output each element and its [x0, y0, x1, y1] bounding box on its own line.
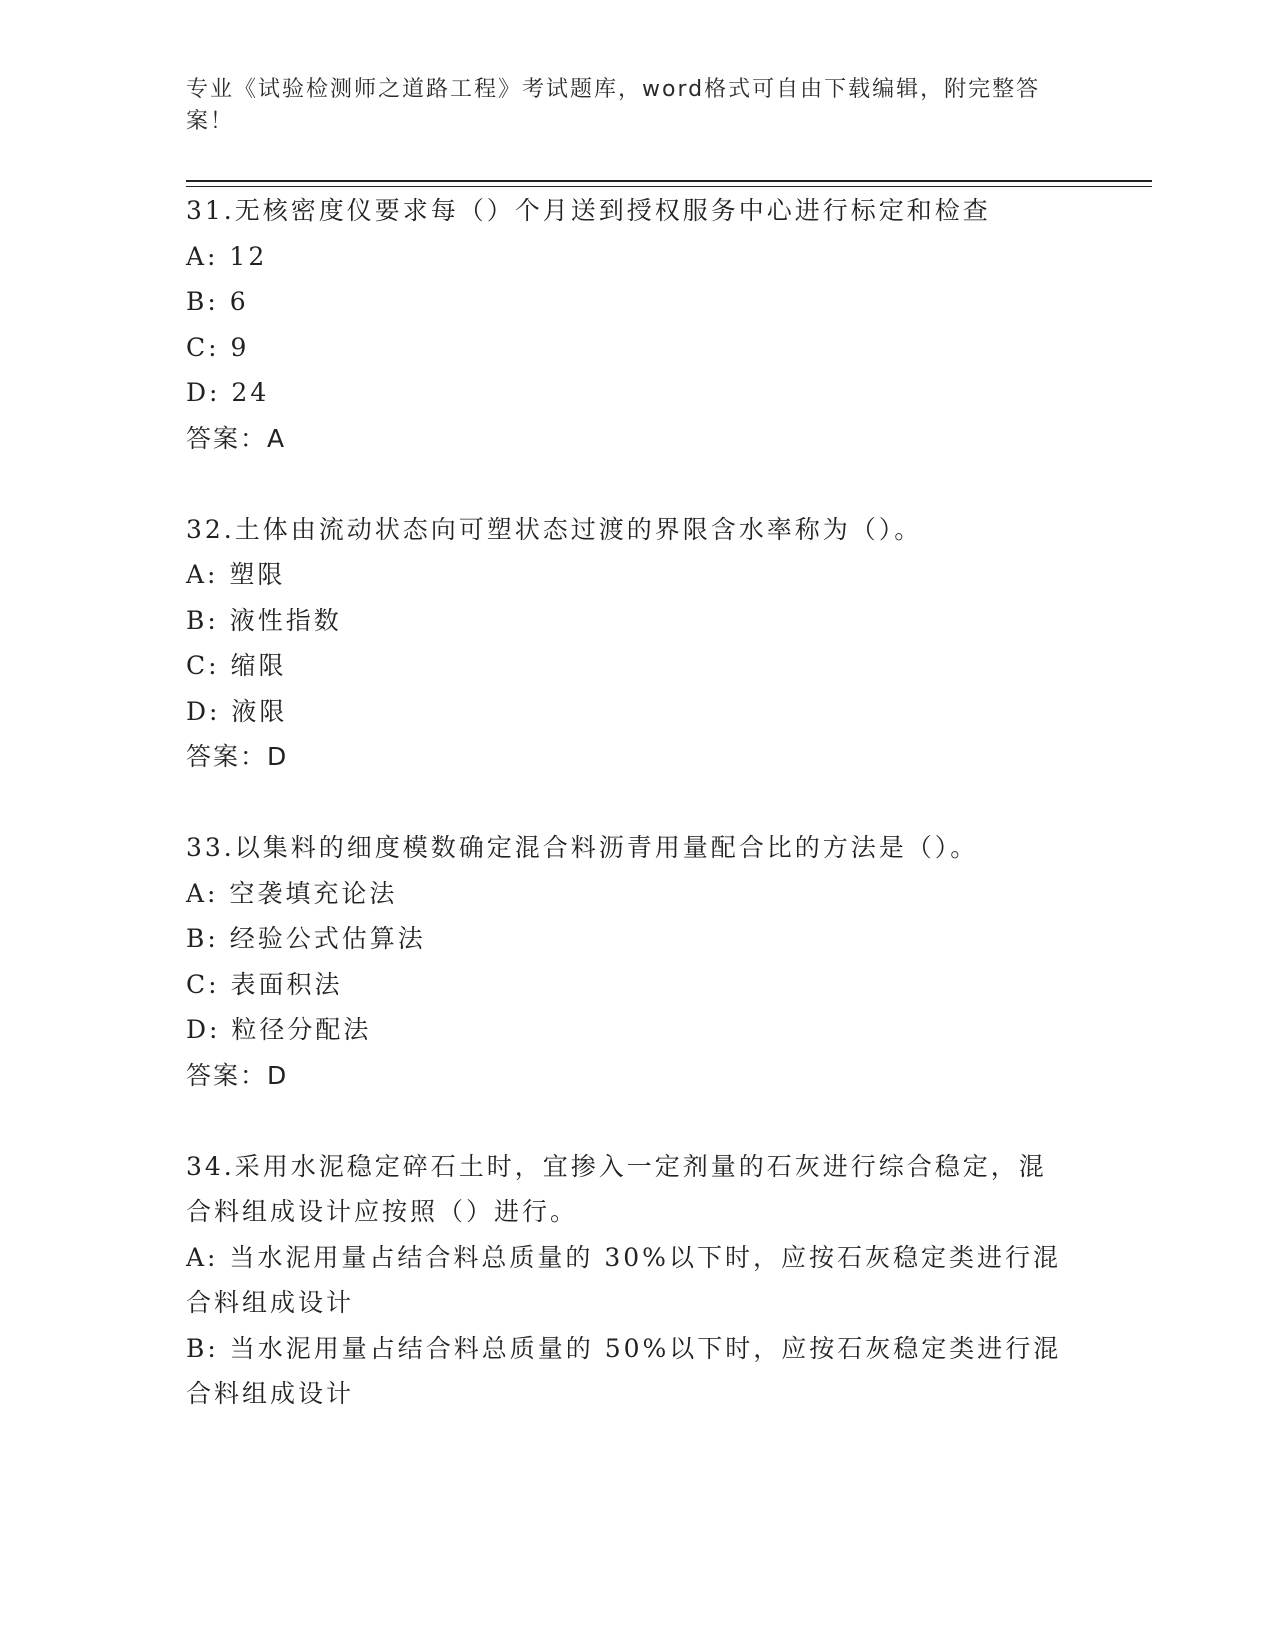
- option-d: D: 粒径分配法: [186, 1015, 372, 1044]
- document-header: 专业《试验检测师之道路工程》考试题库，word格式可自由下载编辑，附完整答案！: [186, 77, 1041, 134]
- option-d: D: 液限: [186, 696, 288, 726]
- question-gap: [186, 780, 1086, 826]
- question-stem: 合料组成设计应按照（）进行。: [186, 1197, 579, 1226]
- question-3: [186, 825, 1086, 1144]
- option-b: B: 当水泥用量占结合料总质量的 50%以下时，应按石灰稳定类进行混: [186, 1333, 1062, 1363]
- header-divider-thin: [186, 186, 1152, 187]
- option-c: C: 表面积法: [186, 969, 343, 999]
- question-stem: 34.采用水泥稳定碎石土时，宜掺入一定剂量的石灰进行综合稳定，混: [186, 1151, 1047, 1181]
- option-b: 合料组成设计: [186, 1379, 355, 1408]
- option-b: B: 6: [186, 287, 249, 316]
- option-a: A: 空袭填充论法: [186, 878, 398, 908]
- question-4: [186, 1144, 1086, 1417]
- answer-line: 答案：D: [186, 742, 289, 771]
- option-d: D: 24: [186, 378, 270, 407]
- option-c: C: 9: [186, 332, 250, 362]
- header-divider-thick: [186, 180, 1152, 182]
- option-b: B: 经验公式估算法: [186, 924, 426, 953]
- option-a: A: 塑限: [186, 560, 286, 589]
- answer-line: 答案：D: [186, 1060, 289, 1090]
- question-1: [186, 188, 1086, 507]
- question-list: [186, 188, 1086, 1417]
- option-c: C: 缩限: [186, 651, 287, 680]
- question-stem: 31.无核密度仪要求每（）个月送到授权服务中心进行标定和检查: [186, 196, 991, 225]
- option-a: 合料组成设计: [186, 1288, 355, 1317]
- answer-line: 答案：A: [186, 423, 287, 453]
- question-stem: 32.土体由流动状态向可塑状态过渡的界限含水率称为（）。: [186, 514, 923, 544]
- option-a: A: 当水泥用量占结合料总质量的 30%以下时，应按石灰稳定类进行混: [186, 1242, 1061, 1272]
- question-gap: [186, 461, 1086, 507]
- option-b: B: 液性指数: [186, 605, 342, 635]
- question-gap: [186, 1098, 1086, 1144]
- option-a: A: 12: [186, 241, 268, 271]
- question-stem: 33.以集料的细度模数确定混合料沥青用量配合比的方法是（）。: [186, 833, 979, 862]
- question-2: [186, 507, 1086, 826]
